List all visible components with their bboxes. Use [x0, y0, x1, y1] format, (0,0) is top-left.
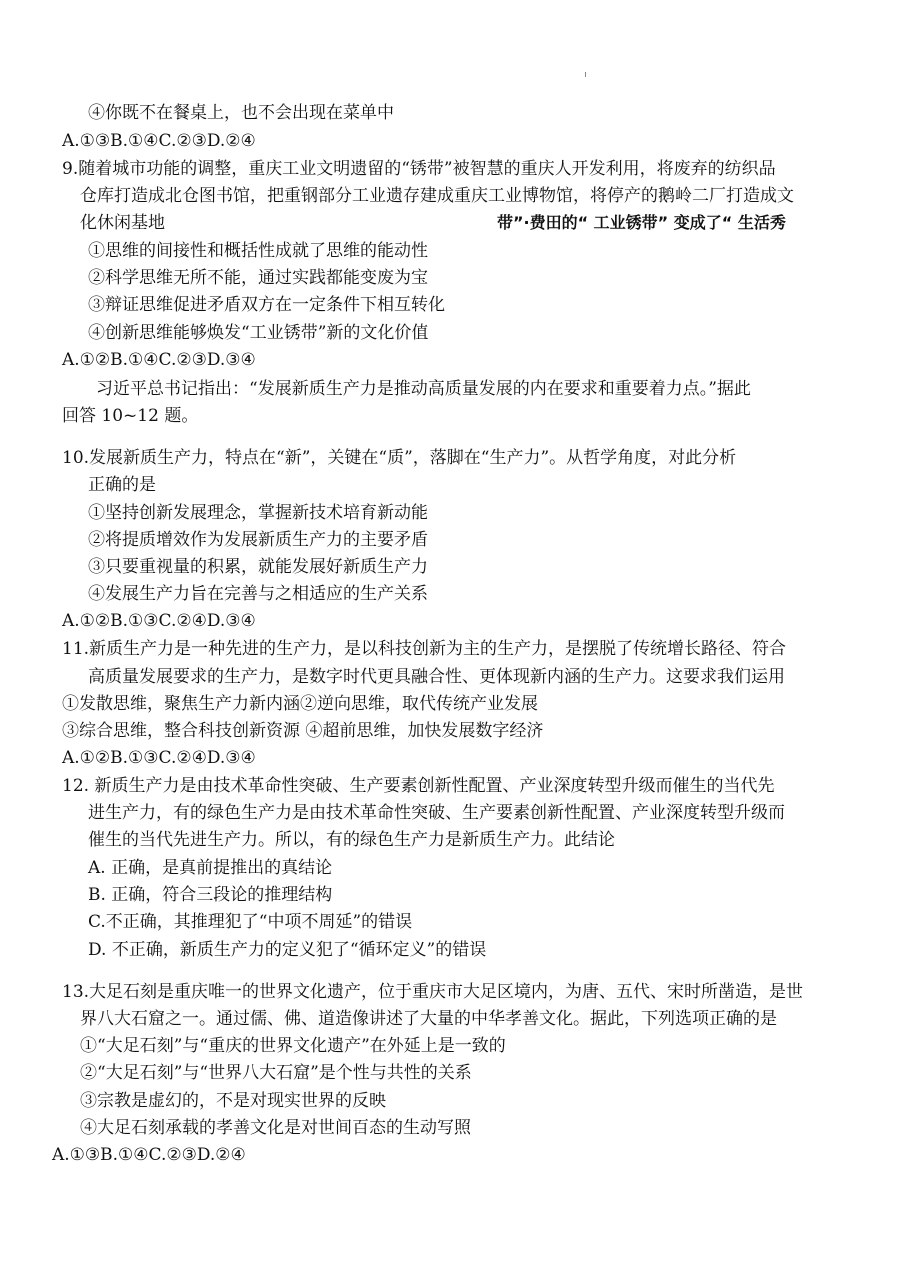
q12-option-b: B. 正确，符合三段论的推理结构	[88, 885, 333, 905]
q11-stem-line-1: 11.新质生产力是一种先进的生产力，是以科技创新为主的生产力，是摆脱了传统增长路径、符合	[62, 639, 787, 659]
q13-stem-line-2: 界八大石窟之一。通过儒、佛、道造像讲述了大量的中华孝善文化。据此，下列选项正确的是	[80, 1009, 777, 1029]
scan-mark	[585, 72, 586, 77]
q13-answer-choices: A.①③B.①④C.②③D.②④	[52, 1145, 246, 1165]
q13-option-3: ③宗教是虚幻的，不是对现实世界的反映	[80, 1091, 386, 1111]
q9-overlapped-text: 带”·费田的“ 工业锈带” 变成了“ 生活秀	[497, 213, 786, 232]
q9-option-2: ②科学思维无所不能，通过实践都能变废为宝	[88, 268, 428, 288]
q12-stem-line-2: 进生产力，有的绿色生产力是由技术革命性突破、生产要素创新性配置、产业深度转型升级而	[88, 803, 785, 823]
q11-options-3-4: ③综合思维，整合科技创新资源 ④超前思维，加快发展数字经济	[62, 721, 544, 741]
q9-answer-choices: A.①②B.①④C.②③D.③④	[62, 350, 256, 370]
q12-stem-line-3: 催生的当代先进生产力。所以，有的绿色生产力是新质生产力。此结论	[88, 830, 615, 850]
q10-stem-line-2: 正确的是	[88, 475, 156, 495]
q10-option-4: ④发展生产力旨在完善与之相适应的生产关系	[88, 584, 428, 604]
q10-stem-line-1: 10.发展新质生产力，特点在“新”，关键在“质”，落脚在“生产力”。从哲学角度，对此分析	[62, 448, 737, 468]
q11-answer-choices: A.①②B.①③C.②④D.③④	[62, 748, 256, 768]
q8-answer-choices: A.①③B.①④C.②③D.②④	[62, 131, 256, 151]
q11-options-1-2: ①发散思维，聚焦生产力新内涵②逆向思维，取代传统产业发展	[62, 694, 538, 714]
intro-line-2: 回答 10~12 题。	[62, 406, 199, 426]
q8-option-4: ④你既不在餐桌上，也不会出现在菜单中	[88, 103, 394, 123]
q10-option-1: ①坚持创新发展理念，掌握新技术培育新动能	[88, 503, 428, 523]
q9-option-3: ③辩证思维促进矛盾双方在一定条件下相互转化	[88, 295, 445, 315]
q9-stem-line-3: 化休闲基地	[80, 213, 165, 233]
q13-option-1: ①“大足石刻”与“重庆的世界文化遗产”在外延上是一致的	[80, 1036, 506, 1056]
q9-option-1: ①思维的间接性和概括性成就了思维的能动性	[88, 241, 428, 261]
q10-answer-choices: A.①②B.①③C.②④D.③④	[62, 611, 256, 631]
q11-stem-line-2: 高质量发展要求的生产力，是数字时代更具融合性、更体现新内涵的生产力。这要求我们运用	[88, 667, 785, 687]
q12-option-a: A. 正确，是真前提推出的真结论	[88, 858, 333, 878]
q9-option-4: ④创新思维能够焕发“工业锈带”新的文化价值	[88, 323, 429, 343]
q10-option-2: ②将提质增效作为发展新质生产力的主要矛盾	[88, 530, 428, 550]
q13-option-4: ④大足石刻承载的孝善文化是对世间百态的生动写照	[80, 1118, 471, 1138]
q13-option-2: ②“大足石刻”与“世界八大石窟”是个性与共性的关系	[80, 1063, 472, 1083]
q13-stem-line-1: 13.大足石刻是重庆唯一的世界文化遗产，位于重庆市大足区境内，为唐、五代、宋时所凿造，是世	[62, 982, 804, 1002]
q12-option-c: C.不正确，其推理犯了“中项不周延”的错误	[88, 912, 413, 932]
q9-stem-line-2: 仓库打造成北仓图书馆，把重钢部分工业遗存建成重庆工业博物馆，将停产的鹅岭二厂打造成文	[80, 186, 794, 206]
intro-line-1: 习近平总书记指出：“发展新质生产力是推动高质量发展的内在要求和重要着力点。”据此	[96, 379, 751, 399]
q12-stem-line-1: 12. 新质生产力是由技术革命性突破、生产要素创新性配置、产业深度转型升级而催生的当代先	[62, 776, 775, 796]
q10-option-3: ③只要重视量的积累，就能发展好新质生产力	[88, 557, 428, 577]
q9-stem-line-1: 9.随着城市功能的调整，重庆工业文明遗留的“锈带”被智慧的重庆人开发利用，将废弃的纺织品	[62, 159, 776, 179]
q12-option-d: D. 不正确，新质生产力的定义犯了“循环定义”的错误	[88, 940, 487, 960]
